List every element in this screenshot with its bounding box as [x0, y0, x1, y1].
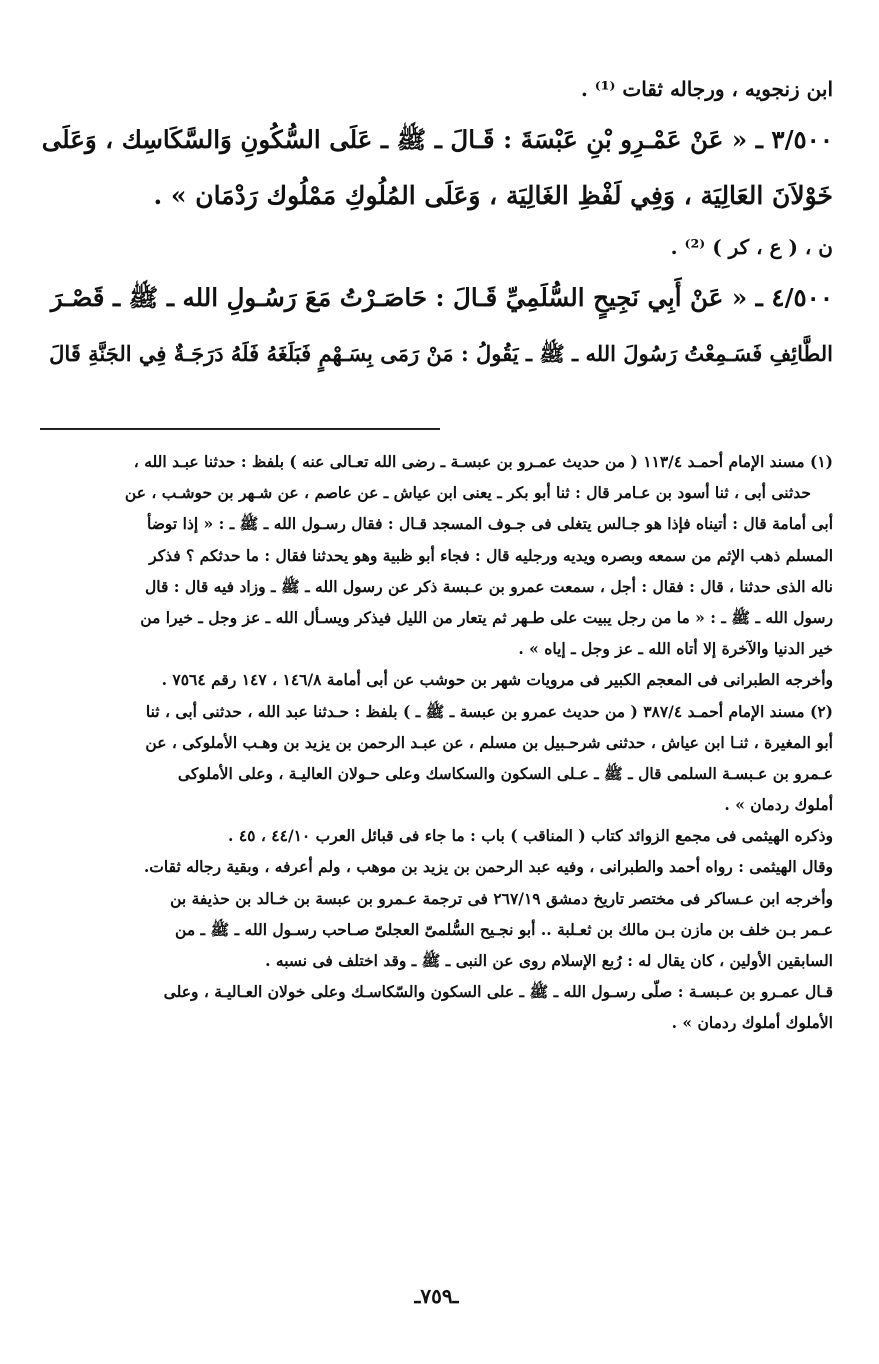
main-line-1: ابن زنجويه ، ورجاله ثقات ⁽¹⁾ .	[580, 77, 833, 101]
footnotes	[40, 446, 833, 1039]
footnote-2-line: أبو المغيرة ، ثنـا ابن عياش ، حدثنى شرحـبيل بن مسلم ، عن عبـد الرحمن بن يزيد بن وهـب الأملوكى ، عن	[145, 732, 833, 752]
footnote-2-line: وقال الهيثمى : رواه أحمد والطبرانى ، وفيه عبد الرحمن بن يزيد بن موهب ، ولم أعرفه ، وبقية رجاله ثقات.	[143, 857, 833, 877]
footnote-2-line: قـال عمـرو بن عـبسـة : صلّى رسـول الله ـ ﷺ ـ على السكون والسّكاسـك وعلى خولان العـاليـة ، وعلى	[163, 982, 833, 1002]
hadith-500-3-line-2: خَوْلاَنَ العَالِيَة ، وَفِي لَفْظِ الغَالِيَة ، وَعَلَى المُلُوكِ مَمْلُوك رَدْمَان » .	[153, 181, 833, 210]
hadith-500-3-source: ن ، ( ع ، كر ) ⁽²⁾ .	[670, 235, 833, 259]
footnote-2-line: عـمر بـن خلف بن مازن بـن مالك بن ثعـلبة .. أبو نجـيح السُّلمىّ العجلىّ صـاحب رسـول الله ـ ﷺ ـ من	[175, 919, 833, 939]
footnote-2-line: السابقين الأولين ، كان يقال له : رُبع الإسلام روى عن النبى ـ ﷺ ـ وقد اختلف فى نسبه .	[265, 951, 833, 970]
footnote-1-line: خير الدنيا والآخرة إلا أتاه الله ـ عز وجل ـ إياه » .	[518, 639, 833, 659]
footnote-2-line: الأملوك أملوك ردمان » .	[671, 1013, 833, 1033]
footnote-2-line: أملوك ردمان » .	[724, 795, 833, 815]
footnote-1-line: المسلم ذهب الإثم من سمعه وبصره ويديه ورجليه قال : فجاء أبو ظبية وهو يحدثنا فقال : ما حدثكم ؟ فذكر	[149, 545, 833, 565]
footnote-1-line: حدثنى أبى ، ثنا أسود بن عـامر قال : ثنا أبو بكر ـ يعنى ابن عياش ـ عن عاصم ، عن شـهر بن حوشـب ، عن	[124, 483, 811, 503]
document-page	[40, 0, 833, 1364]
footnote-2-line: وذكره الهيثمى فى مجمع الزوائد كتاب ( المناقب ) باب : ما جاء فى قبائل العرب ٤٤/١٠ ، ٤٥ .	[228, 826, 833, 846]
hadith-500-3-line-1: ٣/٥٠٠ ـ « عَنْ عَمْـرِو بْنِ عَبْسَةَ : قَـالَ ـ ﷺ ـ عَلَى السُّكُونِ وَالسَّكَاسِك ، وَعَلَى	[41, 125, 833, 154]
footnote-divider	[40, 428, 440, 430]
page-number: ـ٧٥٩ـ	[414, 1284, 459, 1308]
footnote-2-line: عـمرو بن عـبسـة السلمى قال ـ ﷺ ـ عـلى السكون والسكاسك وعلى حـولان العاليـة ، وعلى الأملوكى	[177, 763, 833, 783]
hadith-500-4-line-1: ٤/٥٠٠ ـ « عَنْ أَبِي نَجِيحٍ السُّلَمِيِّ قَـالَ : حَاصَـرْتُ مَعَ رَسُـولِ الله ـ ﷺ ـ قَصْـرَ	[50, 283, 833, 312]
footnote-2-line: (٢) مسند الإمام أحمـد ٣٨٧/٤ ( من حديث عمرو بن عبسة ـ ﷺ ـ ) بلفظ : حـدثنا عبد الله ، حدثنى أبى ، ثنا	[145, 701, 833, 721]
footnote-1-line: أبى أمامة قال : أتيناه فإذا هو جـالس يتغلى فى جـوف المسجد قـال : فقال رسـول الله ـ ﷺ ـ : « إذا توضأ	[147, 514, 833, 534]
footnote-1-line: (١) مسند الإمام أحمـد ١١٣/٤ ( من حديث عمـرو بن عبسـة ـ رضى الله تعـالى عنه ) بلفظ : حدثنا عبـد الله ،	[133, 452, 833, 471]
main-text	[40, 66, 833, 382]
footnote-1-line: وأخرجه الطبرانى فى المعجم الكبير فى مرويات شهر بن حوشب عن أبى أمامة ١٤٦/٨ ، ١٤٧ رقم ٧٥٦٤ .	[161, 670, 833, 690]
footnote-1-line: ناله الذى حدثنا ، قال : فقال : أجل ، سمعت عمرو بن عـبسة ذكر عن رسول الله ـ ﷺ ـ وزاد فيه قال : قال	[144, 576, 833, 596]
hadith-500-4-line-2: الطَّائِفِ فَسَـمِعْتُ رَسُولَ الله ـ ﷺ ـ يَقُولُ : مَنْ رَمَى بِسَـهْمٍ فَبَلَغَهُ فَلَهُ دَرَجَـةٌ فِي الجَنَّةِ قَالَ	[49, 341, 833, 366]
footnote-2-line: وأخرجه ابن عـساكر فى مختصر تاريخ دمشق ٢٦٧/١٩ فى ترجمة عـمرو بن عبسة بن خـالد بن حذيفة بن	[170, 888, 833, 908]
footnote-1-line: رسول الله ـ ﷺ ـ : « ما من رجل يبيت على طـهر ثم يتعار من الليل فيذكر ويسـأل الله ـ عز وجل ـ خيرا من	[140, 607, 833, 627]
